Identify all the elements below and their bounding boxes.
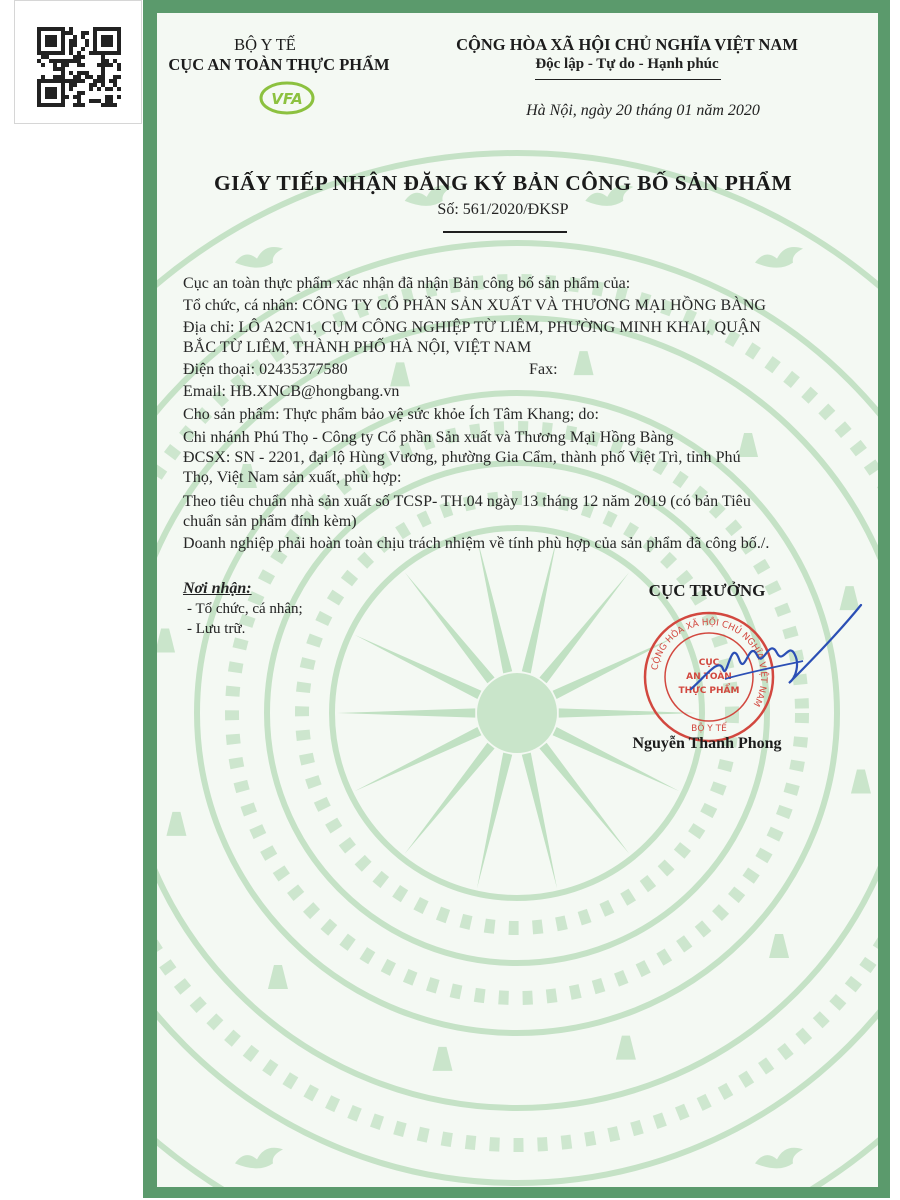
standard-line-1: Theo tiêu chuẩn nhà sản xuất số TCSP- TH.04 ngày 13 tháng 12 năm 2019 (có bản Tiêu [183, 493, 751, 510]
document-title: GIẤY TIẾP NHẬN ĐĂNG KÝ BẢN CÔNG BỐ SẢN PHẨM [213, 171, 793, 195]
address-line-1: Địa chỉ: LÔ A2CN1, CỤM CÔNG NGHIỆP TỪ LIÊM, PHƯỜNG MINH KHAI, QUẬN [183, 319, 761, 336]
organization-line: Tổ chức, cá nhân: CÔNG TY CỔ PHẦN SẢN XUẤT VÀ THƯƠNG MẠI HỒNG BÀNG [183, 297, 767, 314]
signer-name: Nguyễn Thanh Phong [632, 735, 782, 752]
ministry-name: BỘ Y TẾ [234, 35, 296, 54]
logo-text: VFA [271, 90, 303, 108]
certificate-frame [143, 0, 890, 1198]
branch-line: Chi nhánh Phú Thọ - Công ty Cổ phần Sản xuất và Thương Mại Hồng Bàng [183, 429, 674, 446]
email-line: Email: HB.XNCB@hongbang.vn [183, 383, 400, 400]
address-line-2: BẮC TỪ LIÊM, THÀNH PHỐ HÀ NỘI, VIỆT NAM [183, 339, 532, 356]
document-number: Số: 561/2020/ĐKSP [437, 201, 569, 218]
fax-line: Fax: [529, 361, 558, 378]
certificate-paper [157, 13, 878, 1187]
motto: Độc lập - Tự do - Hạnh phúc [535, 56, 719, 72]
recipients-label: Nơi nhận: [183, 580, 252, 597]
seal-center-text: AN TOÀN [686, 672, 732, 682]
product-line: Cho sản phẩm: Thực phẩm bảo vệ sức khỏe Ích Tâm Khang; do: [183, 406, 600, 423]
factory-line-2: Thọ, Việt Nam sản xuất, phù hợp: [183, 469, 402, 486]
qr-code-icon [37, 27, 121, 107]
seal-center-text: THỰC PHẨM [678, 686, 740, 696]
seal-bottom-text: BỘ Y TẾ [691, 724, 727, 734]
republic-name: CỘNG HÒA XÃ HỘI CHỦ NGHĨA VIỆT NAM [456, 35, 798, 54]
place-date: Hà Nội, ngày 20 tháng 01 năm 2020 [526, 102, 760, 119]
agency-name: CỤC AN TOÀN THỰC PHẨM [168, 55, 390, 74]
motto-underline [535, 79, 721, 80]
qr-code-box [14, 0, 142, 124]
intro-line: Cục an toàn thực phẩm xác nhận đã nhận Bản công bố sản phẩm của: [183, 275, 631, 292]
factory-line-1: ĐCSX: SN - 2201, đại lộ Hùng Vương, phường Gia Cẩm, thành phố Việt Trì, tỉnh Phú [183, 449, 741, 466]
recipient-item: - Tổ chức, cá nhân; [187, 601, 303, 617]
signer-title: CỤC TRƯỞNG [648, 581, 766, 600]
vfa-logo-icon [255, 76, 319, 116]
seal-center-text: CỤC [698, 658, 720, 668]
phone-line: Điện thoại: 02435377580 [183, 361, 348, 378]
handwritten-signature-icon [685, 597, 865, 707]
recipient-item: - Lưu trữ. [187, 621, 246, 637]
seal-ring-text: CỘNG HÒA XÃ HỘI CHỦ NGHĨA VIỆT NAM [650, 617, 769, 708]
responsibility-line: Doanh nghiệp phải hoàn toàn chịu trách nhiệm về tính phù hợp của sản phẩm đã công bố./. [183, 535, 770, 552]
standard-line-2: chuẩn sản phẩm đính kèm) [183, 513, 357, 530]
title-underline [443, 231, 567, 233]
